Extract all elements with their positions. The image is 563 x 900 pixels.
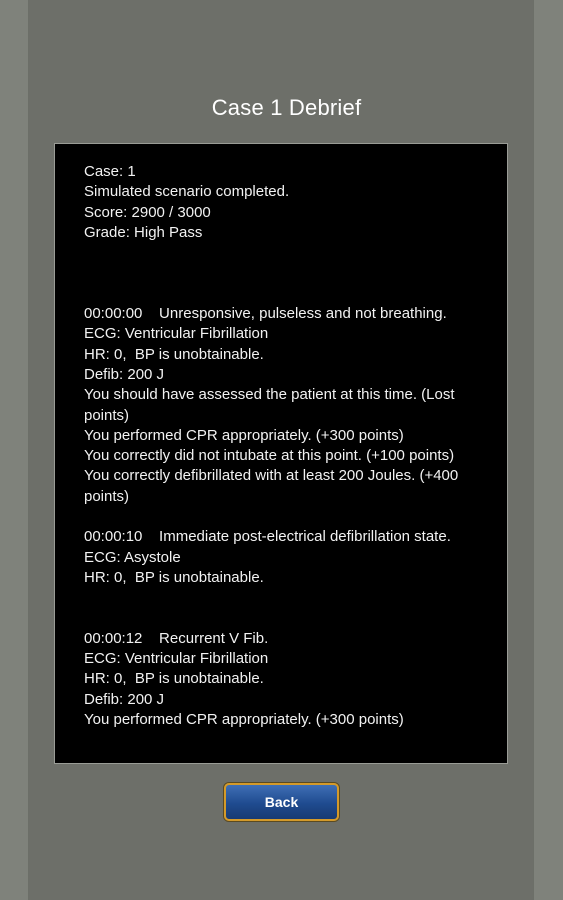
event-line: You performed CPR appropriately. (+300 points) [84,711,404,729]
event-line: You correctly defibrillated with at least 200 Joules. (+400 points) [84,467,463,505]
event-line: ECG: Asystole [84,548,181,566]
event-line: 00:00:10 Immediate post-electrical defibrillation state. [84,528,451,546]
debrief-text [84,162,468,730]
event-line: You performed CPR appropriately. (+300 points) [84,426,404,444]
summary-case: Case: 1 [84,163,136,180]
page-title: Case 1 Debrief [211,95,362,120]
event-line: Defib: 200 J [84,365,165,383]
event-line: 00:00:00 Unresponsive, pulseless and not breathing. [84,305,447,323]
event-line: HR: 0, BP is unobtainable. [84,670,264,688]
event-line: Defib: 200 J [84,690,165,708]
event-line: You correctly did not intubate at this point. (+100 points) [84,447,455,465]
event-line: 00:00:12 Recurrent V Fib. [84,629,269,647]
event-line: ECG: Ventricular Fibrillation [84,650,269,668]
event-line: HR: 0, BP is unobtainable. [84,345,264,363]
summary-status: Simulated scenario completed. [84,183,290,201]
back-button[interactable]: Back [224,783,339,821]
summary-score: Score: 2900 / 3000 [84,203,211,221]
debrief-report[interactable] [54,143,508,764]
right-edge [533,0,563,900]
event-line: HR: 0, BP is unobtainable. [84,568,264,586]
left-edge [0,0,29,900]
event-line: ECG: Ventricular Fibrillation [84,325,269,343]
summary-grade: Grade: High Pass [84,223,203,241]
event-line: You should have assessed the patient at this time. (Lost points) [84,386,459,424]
